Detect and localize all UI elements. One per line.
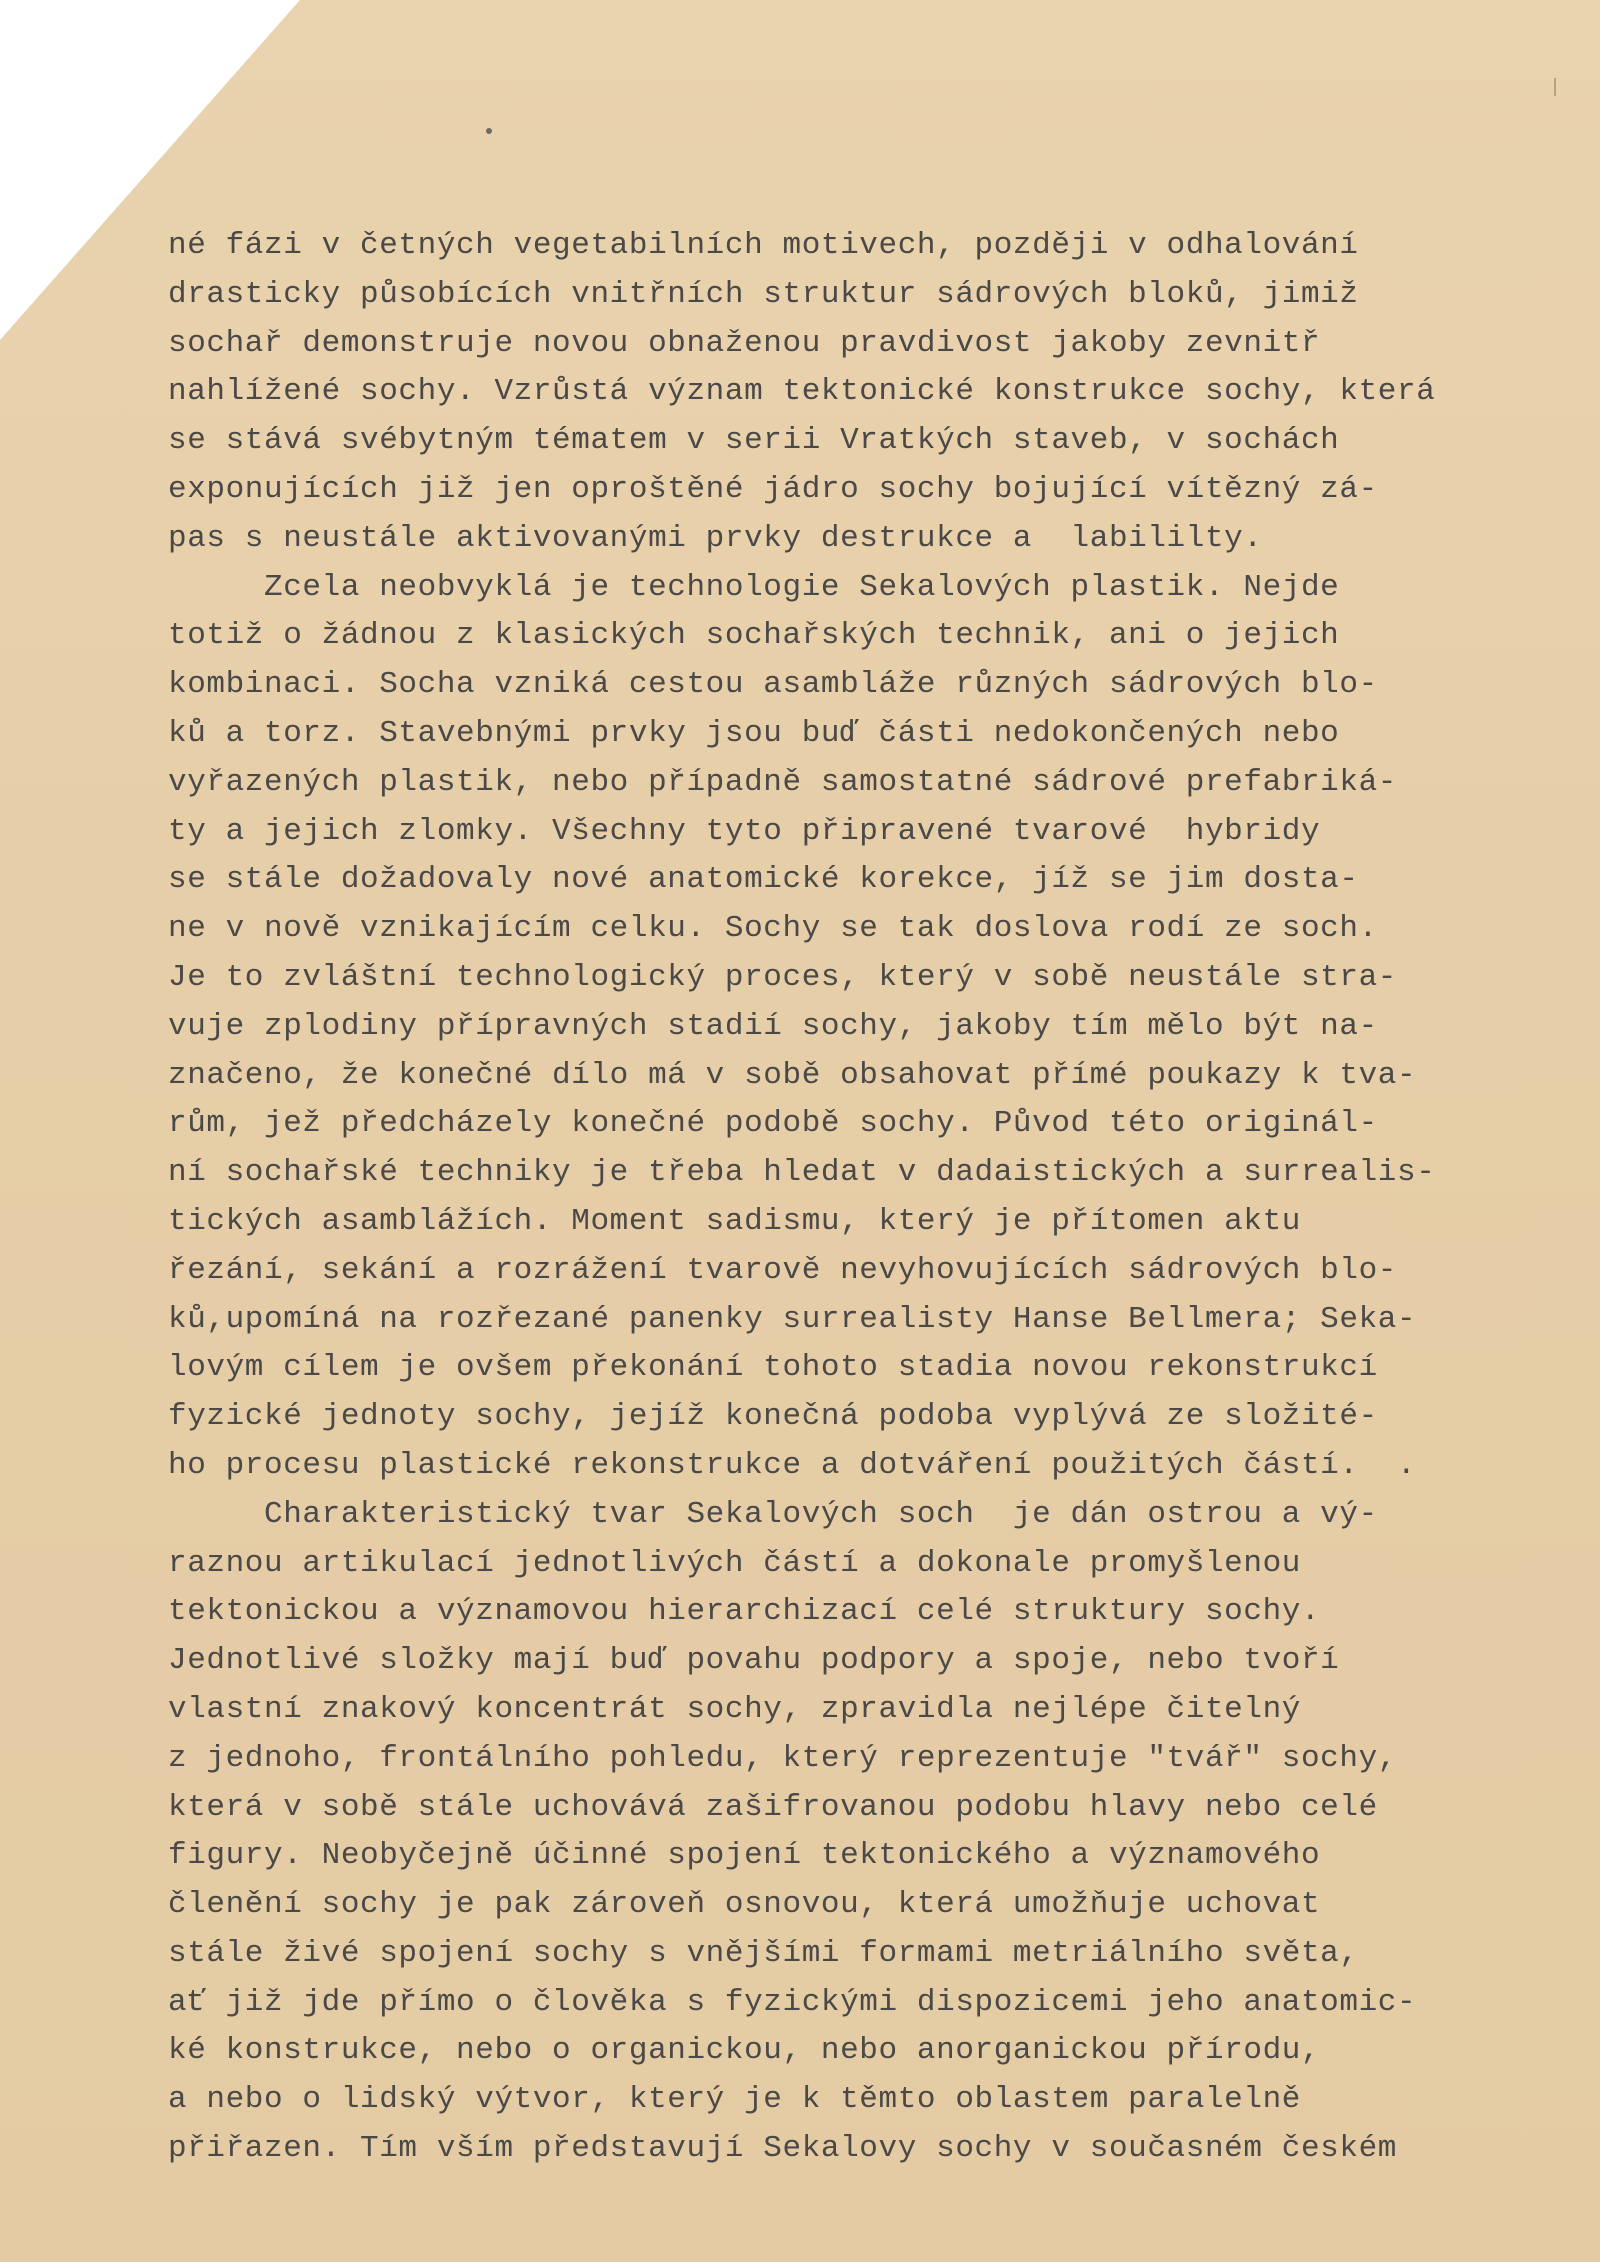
typewritten-text-body: [168, 222, 1513, 2174]
text-line: ty a jejich zlomky. Všechny tyto připravené tvarové hybridy: [168, 813, 1321, 849]
text-line: pas s neustále aktivovanými prvky destrukce a labililty.: [168, 520, 1263, 556]
ink-dot-mark: [486, 128, 492, 134]
text-line: z jednoho, frontálního pohledu, který reprezentuje "tvář" sochy,: [168, 1740, 1397, 1776]
text-line: vyřazených plastik, nebo případně samostatné sádrové prefabriká-: [168, 764, 1397, 800]
text-line: totiž o žádnou z klasických sochařských technik, ani o jejich: [168, 618, 1340, 654]
text-line: přiřazen. Tím vším představují Sekalovy sochy v současném českém: [168, 2131, 1397, 2167]
text-line: ků a torz. Stavebnými prvky jsou buď části nedokončených nebo: [168, 715, 1340, 751]
text-line: fyzické jednoty sochy, jejíž konečná podoba vyplývá ze složité-: [168, 1399, 1378, 1435]
text-line: ků,upomíná na rozřezané panenky surrealisty Hanse Bellmera; Seka-: [168, 1301, 1417, 1337]
text-line: lovým cílem je ovšem překonání tohoto stadia novou rekonstrukcí: [168, 1350, 1378, 1386]
text-line: né fázi v četných vegetabilních motivech, později v odhalování: [168, 228, 1359, 263]
text-line: značeno, že konečné dílo má v sobě obsahovat přímé poukazy k tva-: [168, 1057, 1417, 1093]
text-line: se stává svébytným tématem v serii Vratkých staveb, v sochách: [168, 423, 1340, 459]
text-line: exponujících již jen oproštěné jádro sochy bojující vítězný zá-: [168, 471, 1378, 507]
text-line: drasticky působících vnitřních struktur sádrových bloků, jimiž: [168, 276, 1359, 312]
text-line: ké konstrukce, nebo o organickou, nebo anorganickou přírodu,: [168, 2033, 1321, 2069]
text-line: Je to zvláštní technologický proces, který v sobě neustále stra-: [168, 959, 1397, 995]
text-line: kombinaci. Socha vzniká cestou asambláže různých sádrových blo-: [168, 667, 1378, 703]
text-line: a nebo o lidský výtvor, který je k těmto oblastem paralelně: [168, 2082, 1301, 2118]
paragraph-start-line: Zcela neobvyklá je technologie Sekalových plastik. Nejde: [168, 569, 1340, 605]
text-line: ať již jde přímo o člověka s fyzickými dispozicemi jeho anatomic-: [168, 1984, 1417, 2020]
text-line: tektonickou a významovou hierarchizací celé struktury sochy.: [168, 1594, 1321, 1630]
text-line: ní sochařské techniky je třeba hledat v dadaistických a surrealis-: [168, 1155, 1436, 1191]
text-line: Jednotlivé složky mají buď povahu podpory a spoje, nebo tvoří: [168, 1643, 1340, 1679]
text-line: nahlížené sochy. Vzrůstá význam tektonické konstrukce sochy, která: [168, 374, 1436, 410]
text-line: sochař demonstruje novou obnaženou pravdivost jakoby zevnitř: [168, 325, 1321, 361]
paragraph-start-line: Charakteristický tvar Sekalových soch je dán ostrou a vý-: [168, 1496, 1378, 1532]
text-line: rům, jež předcházely konečné podobě sochy. Původ této originál-: [168, 1106, 1378, 1142]
text-line: ne v nově vznikajícím celku. Sochy se tak doslova rodí ze soch.: [168, 911, 1378, 947]
text-line: stále živé spojení sochy s vnějšími formami metriálního světa,: [168, 1935, 1359, 1971]
text-line: figury. Neobyčejně účinné spojení tektonického a významového: [168, 1838, 1321, 1874]
text-line: členění sochy je pak zároveň osnovou, která umožňuje uchovat: [168, 1887, 1321, 1923]
text-line: která v sobě stále uchovává zašifrovanou podobu hlavy nebo celé: [168, 1789, 1378, 1825]
text-line: ho procesu plastické rekonstrukce a dotváření použitých částí. .: [168, 1447, 1417, 1483]
text-line: se stále dožadovaly nové anatomické korekce, jíž se jim dosta-: [168, 862, 1359, 898]
edge-mark: [1554, 78, 1556, 96]
text-line: řezání, sekání a rozrážení tvarově nevyhovujících sádrových blo-: [168, 1252, 1397, 1288]
text-line: raznou artikulací jednotlivých částí a dokonale promyšlenou: [168, 1545, 1301, 1581]
text-line: tických asamblážích. Moment sadismu, který je přítomen aktu: [168, 1203, 1301, 1239]
text-line: vlastní znakový koncentrát sochy, zpravidla nejlépe čitelný: [168, 1691, 1301, 1727]
text-line: vuje zplodiny přípravných stadií sochy, jakoby tím mělo být na-: [168, 1008, 1378, 1044]
